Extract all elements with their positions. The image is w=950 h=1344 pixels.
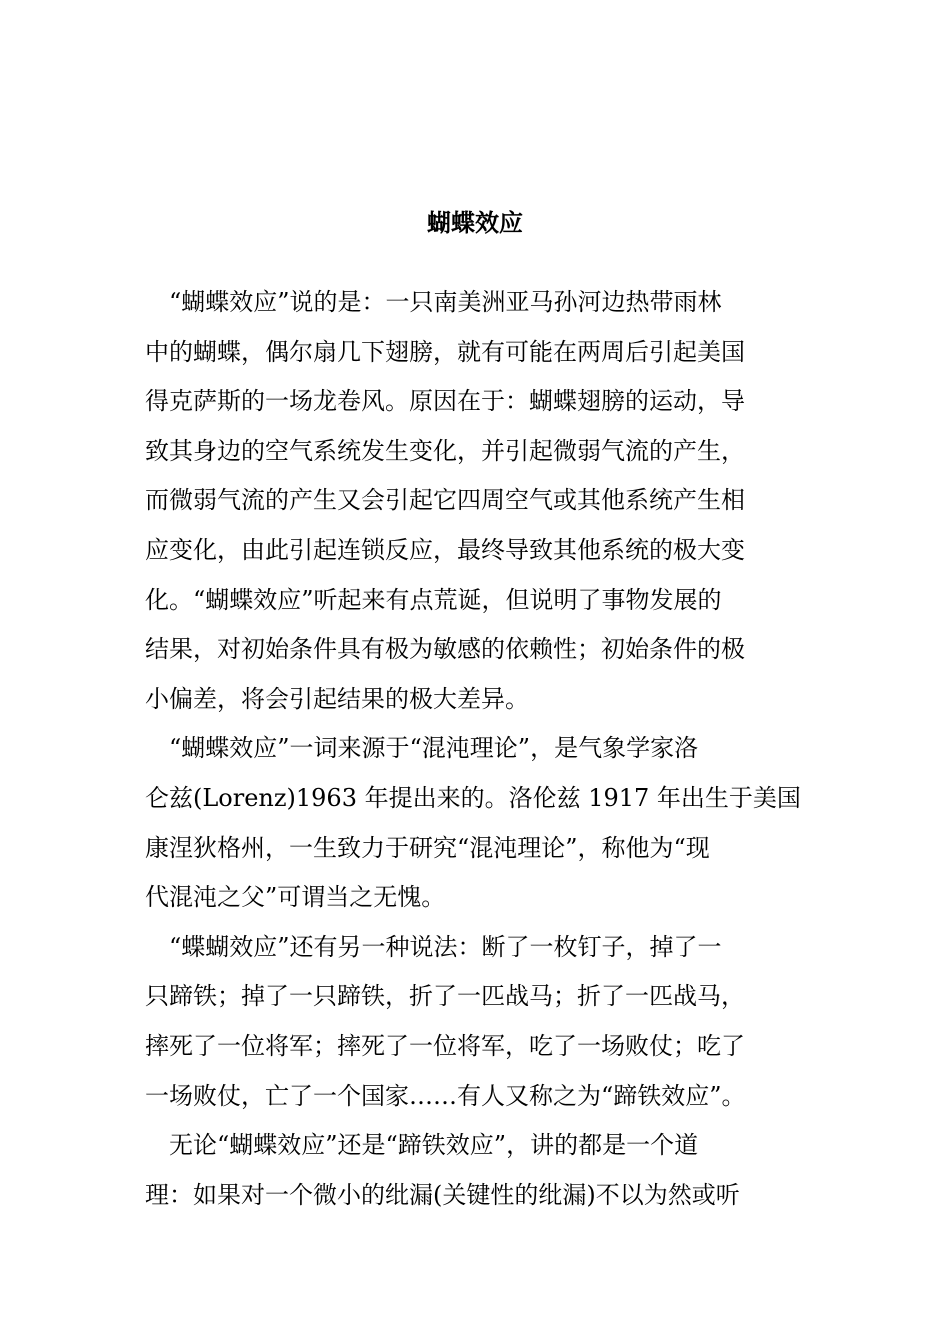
text-line: 无论“蝴蝶效应”还是“蹄铁效应”，讲的都是一个道 <box>145 1131 699 1160</box>
text-line: 摔死了一位将军；摔死了一位将军，吃了一场败仗；吃了 <box>145 1031 745 1060</box>
text-line: 应变化，由此引起连锁反应，最终导致其他系统的极大变 <box>145 535 745 564</box>
text-line: 代混沌之父”可谓当之无愧。 <box>145 883 446 912</box>
text-line: 结果，对初始条件具有极为敏感的依赖性；初始条件的极 <box>145 635 745 664</box>
text-line: 一场败仗，亡了一个国家……有人又称之为“蹄铁效应”。 <box>145 1081 746 1110</box>
text-line: “蝶蝴效应”还有另一种说法：断了一枚钉子，掉了一 <box>145 932 722 961</box>
text-line: 致其身边的空气系统发生变化，并引起微弱气流的产生， <box>145 436 745 465</box>
document-title: 蝴蝶效应 <box>427 209 523 237</box>
text-line: 小偏差，将会引起结果的极大差异。 <box>145 684 529 713</box>
text-line: 只蹄铁；掉了一只蹄铁，折了一匹战马；折了一匹战马， <box>145 982 745 1011</box>
text-line: 而微弱气流的产生又会引起它四周空气或其他系统产生相 <box>145 486 745 515</box>
text-line: 中的蝴蝶，偶尔扇几下翅膀，就有可能在两周后引起美国 <box>145 337 745 366</box>
text-line: 得克萨斯的一场龙卷风。原因在于：蝴蝶翅膀的运动，导 <box>145 387 745 416</box>
text-line: 理：如果对一个微小的纰漏(关键性的纰漏)不以为然或听 <box>145 1180 740 1209</box>
text-line: “蝴蝶效应”说的是：一只南美洲亚马孙河边热带雨林 <box>145 288 722 316</box>
document-body <box>145 278 805 1220</box>
text-line: 仑兹(Lorenz)1963 年提出来的。洛伦兹 1917 年出生于美国 <box>145 783 801 812</box>
text-line: 康涅狄格州，一生致力于研究“混沌理论”，称他为“现 <box>145 833 710 862</box>
text-line: “蝴蝶效应”一词来源于“混沌理论”，是气象学家洛 <box>145 734 699 763</box>
text-line: 化。“蝴蝶效应”听起来有点荒诞，但说明了事物发展的 <box>145 585 722 614</box>
